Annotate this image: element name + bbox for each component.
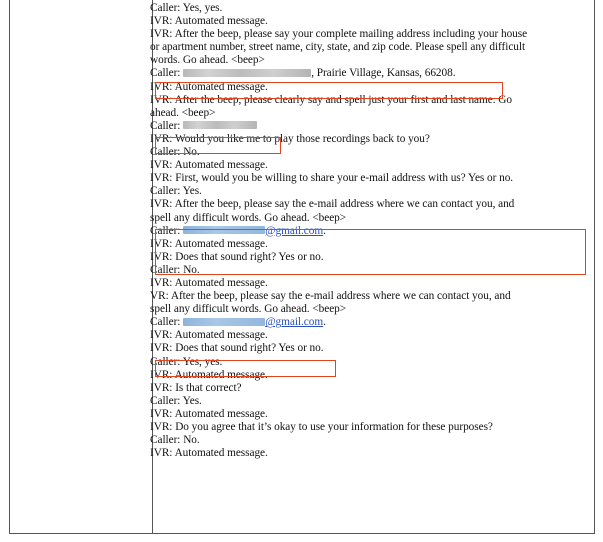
transcript-line	[150, 41, 580, 54]
transcript-line	[150, 382, 580, 395]
utterance-text: Would you like me to play those recordings back to you?	[174, 132, 430, 145]
speaker-label: Caller:	[150, 224, 181, 237]
transcript-line	[150, 15, 580, 28]
transcript-line	[150, 277, 580, 290]
speaker-label: Caller:	[150, 185, 181, 198]
transcript-line	[150, 329, 580, 342]
redacted-email-user	[183, 318, 265, 326]
speaker-label: Caller:	[150, 2, 181, 14]
transcript-line	[150, 434, 580, 447]
utterance-text: Automated message.	[174, 15, 268, 28]
transcript-line	[150, 395, 580, 408]
speaker-label: Caller:	[150, 263, 181, 276]
utterance-text: Automated message.	[174, 407, 268, 420]
speaker-label: IVR:	[150, 342, 173, 355]
utterance-text: Automated message.	[174, 237, 268, 250]
speaker-label: Caller:	[150, 355, 181, 368]
utterance-text: spell any difficult words. Go ahead. <beep>	[150, 211, 347, 224]
transcript-line	[150, 54, 580, 67]
redacted-personal-info	[183, 121, 257, 129]
highlight-box-email-repeat	[155, 360, 336, 377]
speaker-label: IVR:	[150, 329, 173, 342]
speaker-label: IVR:	[150, 198, 173, 211]
utterance-text: spell any difficult words. Go ahead. <beep>	[150, 303, 347, 316]
redacted-personal-info	[183, 69, 311, 77]
speaker-label: Caller:	[150, 316, 181, 329]
speaker-label: IVR:	[150, 93, 173, 106]
highlight-box-name	[155, 137, 281, 154]
utterance-text: or apartment number, street name, city, state, and zip code. Please spell any difficult	[150, 41, 526, 54]
transcript-line	[150, 316, 580, 329]
transcript-line	[150, 290, 580, 303]
speaker-label: Caller:	[150, 394, 181, 407]
speaker-label: IVR:	[150, 132, 173, 145]
speaker-label: IVR:	[150, 447, 173, 460]
utterance-text: Automated message.	[174, 276, 268, 289]
transcript-line	[150, 107, 580, 120]
utterance-text: No.	[183, 434, 200, 447]
utterance-text: Automated message.	[174, 447, 268, 460]
utterance-text: After the beep, please say the e-mail address where we can contact you, and	[174, 198, 515, 211]
transcript-line	[150, 172, 580, 185]
transcript-line	[150, 198, 580, 211]
highlight-box-email-prompt	[155, 229, 586, 275]
utterance-text: Automated message.	[174, 80, 268, 93]
speaker-label: IVR:	[150, 28, 173, 41]
speaker-label: IVR:	[150, 381, 173, 394]
email-link[interactable]: @gmail.com	[265, 316, 324, 329]
speaker-label: Caller:	[150, 67, 181, 80]
utterance-tail: .	[323, 224, 326, 237]
utterance-tail: .	[323, 316, 326, 329]
speaker-label: Caller:	[150, 119, 181, 132]
table-left-column	[10, 0, 153, 533]
utterance-text: Do you agree that it’s okay to use your information for these purposes?	[175, 421, 493, 433]
transcript-line	[150, 185, 580, 198]
speaker-label: IVR:	[150, 421, 173, 433]
transcript-line	[150, 421, 580, 434]
utterance-text: Yes.	[182, 185, 202, 198]
transcript-line	[150, 408, 580, 421]
transcript-line	[150, 303, 580, 316]
utterance-text: After the beep, please clearly say and spell just your first and last name. Go	[174, 93, 512, 106]
utterance-text: First, would you be willing to share your e-mail address with us? Yes or no.	[175, 172, 514, 185]
speaker-label: IVR:	[150, 159, 173, 172]
utterance-text: Does that sound right? Yes or no.	[175, 250, 324, 263]
utterance-text: Yes.	[182, 394, 202, 407]
utterance-text: No.	[183, 146, 200, 159]
utterance-text: Yes, yes.	[182, 2, 223, 14]
utterance-text: After the beep, please say your complete mailing address including your house	[174, 28, 528, 41]
utterance-text: Automated message.	[174, 329, 268, 342]
speaker-label: IVR:	[150, 172, 173, 185]
utterance-text: After the beep, please say the e-mail address where we can contact you, and	[170, 290, 511, 303]
speaker-label: IVR:	[150, 237, 173, 250]
utterance-text: Automated message.	[174, 368, 268, 381]
transcript-line	[150, 447, 580, 460]
speaker-label: VR:	[150, 290, 169, 303]
utterance-text: Does that sound right? Yes or no.	[175, 342, 324, 355]
transcript-line	[150, 67, 580, 80]
email-link[interactable]: @gmail.com	[265, 224, 324, 237]
speaker-label: IVR:	[150, 15, 173, 28]
transcript-line	[150, 342, 580, 355]
transcript-line	[150, 28, 580, 41]
utterance-text: Automated message.	[174, 159, 268, 172]
speaker-label: IVR:	[150, 80, 173, 93]
utterance-text: Yes, yes.	[182, 355, 223, 368]
transcript-line	[150, 120, 580, 133]
highlight-box-address	[155, 82, 503, 99]
speaker-label: Caller:	[150, 434, 181, 447]
utterance-text: Is that correct?	[175, 381, 242, 394]
speaker-label: IVR:	[150, 276, 173, 289]
transcript-line	[150, 159, 580, 172]
utterance-text: ahead. <beep>	[150, 106, 216, 119]
speaker-label: Caller:	[150, 146, 181, 159]
speaker-label: IVR:	[150, 368, 173, 381]
transcript-line	[150, 2, 580, 15]
transcript-line	[150, 212, 580, 225]
utterance-text: , Prairie Village, Kansas, 66208.	[311, 67, 456, 80]
speaker-label: IVR:	[150, 407, 173, 420]
utterance-text: words. Go ahead. <beep>	[150, 54, 265, 67]
speaker-label: IVR:	[150, 250, 173, 263]
utterance-text: No.	[183, 263, 200, 276]
